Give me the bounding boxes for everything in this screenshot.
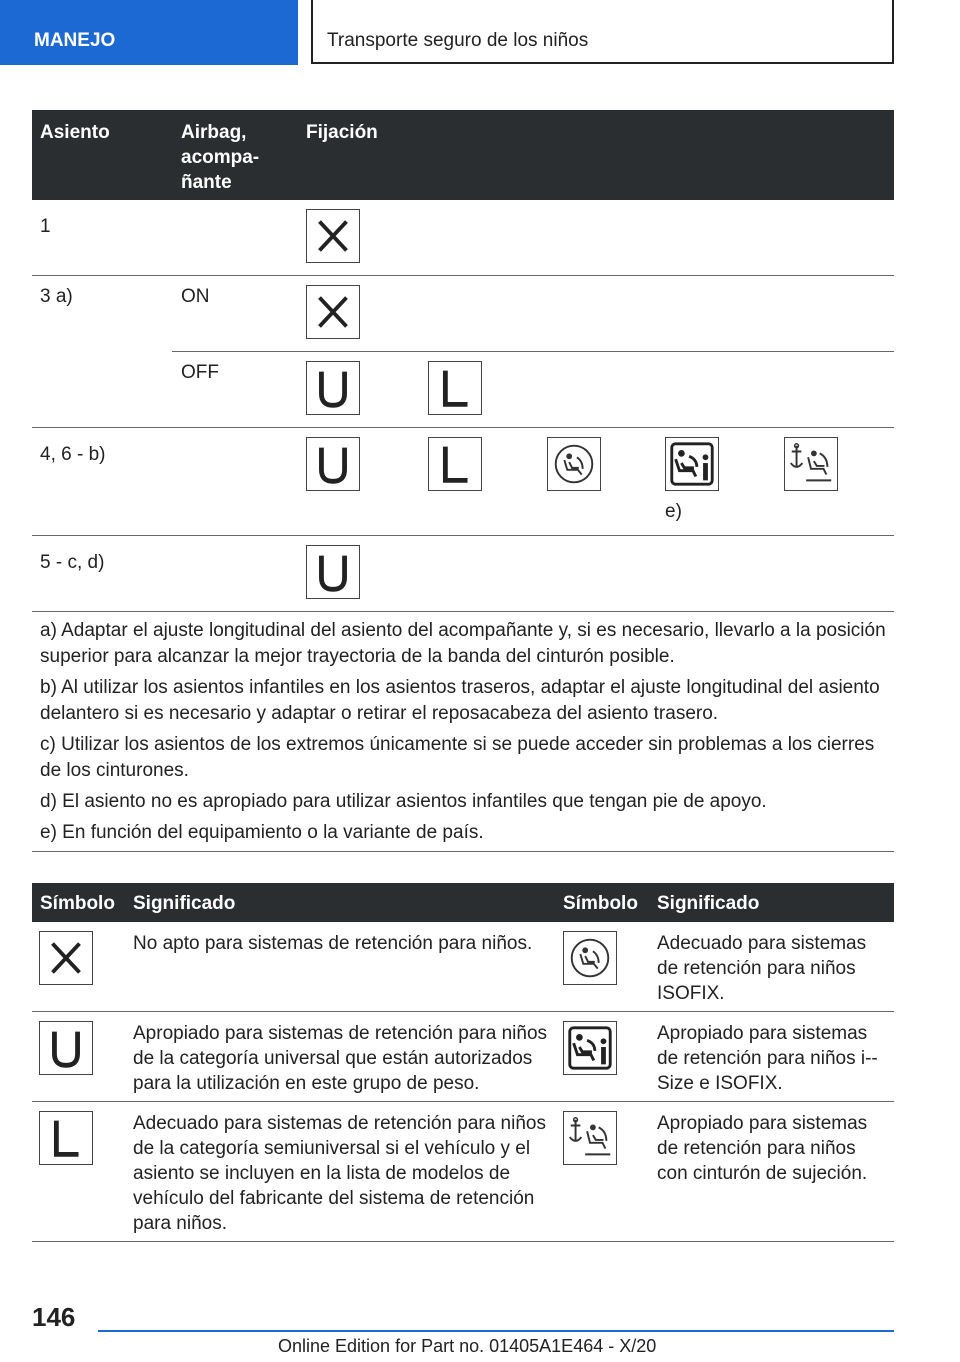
header-meaning: Significado	[133, 893, 236, 914]
table-row	[32, 200, 894, 276]
header-symbol: Símbolo	[40, 893, 115, 914]
universal-icon	[306, 437, 360, 491]
footnote-ref: e)	[665, 501, 682, 522]
meaning-text: Apropiado para sistemas de retención para niños de la categoría universal que están autorizados para la utilización en este grupo de peso.	[133, 1023, 548, 1094]
isofix-icon	[547, 437, 601, 491]
table-row	[32, 536, 894, 612]
not-suitable-icon	[306, 285, 360, 339]
seat-cell: 5 - c, d)	[40, 552, 105, 573]
meaning-text: No apto para sistemas de retención para niños.	[133, 933, 533, 954]
semi-universal-icon	[428, 361, 482, 415]
airbag-cell: OFF	[181, 362, 219, 383]
header-airbag: Airbag, acompa-ñante	[181, 122, 260, 193]
table-row	[172, 276, 894, 352]
symbol-legend-table	[32, 883, 894, 1242]
table-row-group	[32, 276, 894, 428]
top-tether-icon	[784, 437, 838, 491]
header-symbol: Símbolo	[563, 893, 638, 914]
not-suitable-icon	[39, 931, 93, 985]
not-suitable-icon	[306, 209, 360, 263]
universal-icon	[306, 545, 360, 599]
footnote-b: b) Al utilizar los asientos infantiles en los asientos traseros, adaptar el ajuste longitudinal del asiento delantero si es necesario y adaptar o retirar el reposacabeza del asiento trasero.	[40, 677, 880, 724]
seat-cell: 3 a)	[40, 286, 73, 307]
table-row	[32, 922, 894, 1012]
section-tab	[0, 0, 298, 65]
table2-header	[32, 883, 894, 922]
edition-text: Online Edition for Part no. 01405A1E464 - X/20	[278, 1336, 657, 1356]
header-seat: Asiento	[40, 122, 110, 143]
chapter-title-box	[311, 0, 894, 64]
table-row	[172, 352, 894, 427]
i-size-icon	[665, 437, 719, 491]
footnote-c: c) Utilizar los asientos de los extremos únicamente si se puede acceder sin problemas a los cierres de los cinturones.	[40, 734, 875, 781]
footnote-d: d) El asiento no es apropiado para utilizar asientos infantiles que tengan pie de apoyo.	[40, 791, 767, 812]
i-size-icon	[563, 1021, 617, 1075]
table-row	[32, 1012, 894, 1102]
chapter-title: Transporte seguro de los niños	[327, 30, 589, 51]
footnote-e: e) En función del equipamiento o la variante de país.	[40, 822, 484, 843]
airbag-cell: ON	[181, 286, 210, 307]
header-fixing: Fijación	[306, 122, 378, 143]
footer-divider	[98, 1330, 894, 1332]
meaning-text: Adecuado para sistemas de retención para niños de la categoría semiuniversal si el vehículo y el asiento se incluyen en la lista de modelos de vehículo del fabricante del sistema de retención para niños.	[133, 1113, 546, 1234]
header-meaning: Significado	[657, 893, 760, 914]
isofix-icon	[563, 931, 617, 985]
section-label: MANEJO	[34, 30, 116, 51]
page-number: 146	[32, 1302, 76, 1332]
semi-universal-icon	[428, 437, 482, 491]
top-tether-icon	[563, 1111, 617, 1165]
semi-universal-icon	[39, 1111, 93, 1165]
seat-cell: 4, 6 - b)	[40, 444, 106, 465]
universal-icon	[306, 361, 360, 415]
meaning-text: Apropiado para sistemas de retención para niños con cinturón de sujeción.	[657, 1113, 868, 1184]
universal-icon	[39, 1021, 93, 1075]
meaning-text: Adecuado para sistemas de retención para niños ISOFIX.	[657, 933, 867, 1004]
table1-header	[32, 110, 894, 200]
footnotes	[32, 610, 894, 852]
table-row	[32, 428, 894, 536]
footnote-a: a) Adaptar el ajuste longitudinal del asiento del acompañante y, si es necesario, llevarlo a la posición superior para alcanzar la mejor trayectoria de la banda del cinturón posible.	[40, 620, 886, 667]
seat-cell: 1	[40, 216, 51, 237]
seat-fixing-table	[32, 110, 894, 612]
meaning-text: Apropiado para sistemas de retención para niños i--Size e ISOFIX.	[657, 1023, 878, 1094]
table-row	[32, 1102, 894, 1242]
